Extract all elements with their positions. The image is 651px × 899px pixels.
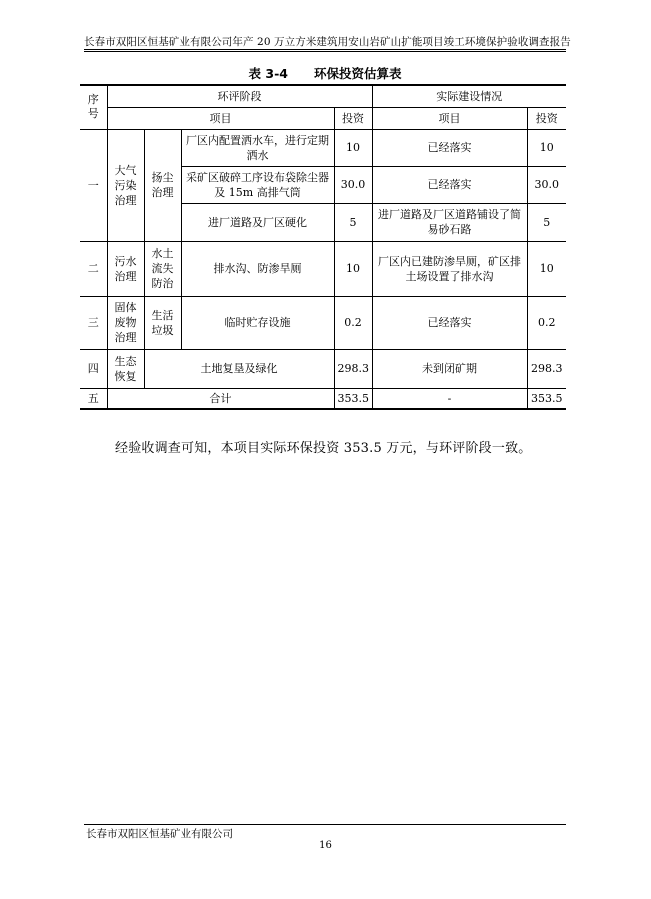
row-investment: 30.0 xyxy=(334,166,372,203)
table-row xyxy=(80,241,566,296)
row-actual: - xyxy=(372,388,527,409)
footer-rule xyxy=(84,824,566,825)
row-actual-investment: 0.2 xyxy=(527,296,566,349)
header-item: 项目 xyxy=(107,107,334,129)
row-investment: 5 xyxy=(334,203,372,241)
row-category: 生态恢复 xyxy=(107,349,144,388)
row-actual-investment: 353.5 xyxy=(527,388,566,409)
row-subcategory: 生活垃圾 xyxy=(144,296,181,349)
row-item: 采矿区破碎工序设布袋除尘器及 15m 高排气筒 xyxy=(181,166,334,203)
header-index: 序号 xyxy=(80,85,107,129)
row-category: 固体废物治理 xyxy=(107,296,144,349)
row-actual-investment: 10 xyxy=(527,129,566,166)
row-index: 二 xyxy=(80,241,107,296)
row-item: 合计 xyxy=(107,388,334,409)
row-item: 进厂道路及厂区硬化 xyxy=(181,203,334,241)
row-actual: 已经落实 xyxy=(372,296,527,349)
row-item: 临时贮存设施 xyxy=(181,296,334,349)
row-subcategory: 扬尘治理 xyxy=(144,129,181,241)
row-investment: 10 xyxy=(334,241,372,296)
row-category: 污水治理 xyxy=(107,241,144,296)
row-investment: 298.3 xyxy=(334,349,372,388)
row-index: 三 xyxy=(80,296,107,349)
header-actual-investment: 投资 xyxy=(527,107,566,129)
row-index: 一 xyxy=(80,129,107,241)
row-category: 大气污染治理 xyxy=(107,129,144,241)
table-row-total xyxy=(80,388,566,409)
row-actual: 厂区内已建防渗旱厕，矿区排土场设置了排水沟 xyxy=(372,241,527,296)
row-investment: 353.5 xyxy=(334,388,372,409)
header-actual-item: 项目 xyxy=(372,107,527,129)
header-actual-construction: 实际建设情况 xyxy=(372,85,566,107)
row-item: 排水沟、防渗旱厕 xyxy=(181,241,334,296)
header-rule-top xyxy=(84,49,566,50)
row-actual: 进厂道路及厂区道路铺设了简易砂石路 xyxy=(372,203,527,241)
row-index: 四 xyxy=(80,349,107,388)
report-header: 长春市双阳区恒基矿业有限公司年产 20 万立方米建筑用安山岩矿山扩能项目竣工环境保护验收调查报告 xyxy=(84,36,571,48)
row-actual-investment: 10 xyxy=(527,241,566,296)
table-number: 表 3-4 xyxy=(248,66,288,81)
table-row xyxy=(80,129,566,166)
header-eia-stage: 环评阶段 xyxy=(107,85,372,107)
table-title xyxy=(84,64,566,82)
investment-table xyxy=(80,84,566,410)
row-investment: 10 xyxy=(334,129,372,166)
page-number: 16 xyxy=(319,840,332,851)
row-actual: 未到闭矿期 xyxy=(372,349,527,388)
row-investment: 0.2 xyxy=(334,296,372,349)
row-actual-investment: 5 xyxy=(527,203,566,241)
row-subcategory: 水土流失防治 xyxy=(144,241,181,296)
row-actual: 已经落实 xyxy=(372,166,527,203)
conclusion-paragraph: 经验收调查可知，本项目实际环保投资 353.5 万元，与环评阶段一致。 xyxy=(115,441,532,456)
row-actual: 已经落实 xyxy=(372,129,527,166)
table-caption: 环保投资估算表 xyxy=(313,66,402,81)
row-index: 五 xyxy=(80,388,107,409)
header-investment: 投资 xyxy=(334,107,372,129)
table-row xyxy=(80,296,566,349)
header-rule-bottom xyxy=(84,51,566,52)
row-item: 厂区内配置洒水车，进行定期洒水 xyxy=(181,129,334,166)
row-item: 土地复垦及绿化 xyxy=(144,349,334,388)
row-actual-investment: 30.0 xyxy=(527,166,566,203)
table-row xyxy=(80,349,566,388)
footer-company: 长春市双阳区恒基矿业有限公司 xyxy=(86,828,233,840)
row-actual-investment: 298.3 xyxy=(527,349,566,388)
